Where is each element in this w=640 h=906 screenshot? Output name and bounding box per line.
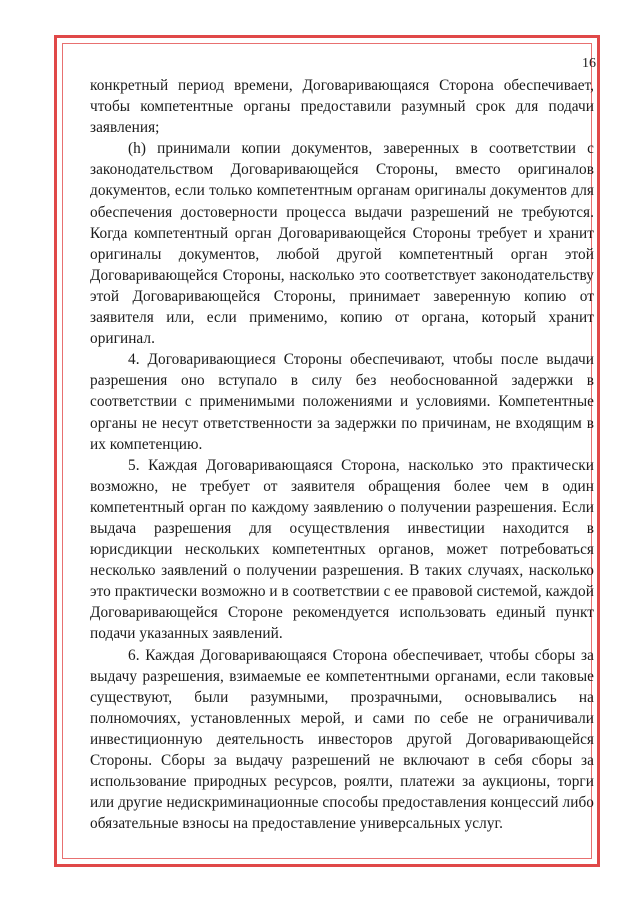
paragraph-clause-5: 5. Каждая Договаривающаяся Сторона, насколько это практически возможно, не требует от заявителя обращения более чем в один компетентный орган по каждому заявлению о получении разрешения. Если выдача разрешения для осуществления инвестиции находится в юрисдикции нескольких компетентных органов, может потребоваться несколько заявлений о получении разрешения. В таких случаях, насколько это практически возможно и в соответствии с ее правовой системой, каждой Договаривающейся Стороне рекомендуется использовать единый пункт подачи указанных заявлений. bbox=[90, 456, 594, 643]
paragraph-clause-6: 6. Каждая Договаривающаяся Сторона обеспечивает, чтобы сборы за выдачу разрешения, взимаемые ее компетентными органами, если таковые существуют, были разумными, прозрачными, основывались на полномочиях, установленных мерой, и сами по себе не ограничивали инвестиционную деятельность инвесторов другой Договаривающейся Стороны. Сборы за выдачу разрешений не включают в себя сборы за использование природных ресурсов, роялти, платежи за аукционы, торги или другие недискриминационные способы предоставления концессий либо обязательные взносы на предоставление универсальных услуг. bbox=[90, 646, 594, 833]
paragraph-item-h: (h) принимали копии документов, заверенных в соответствии с законодательством Договаривающейся Стороны, вместо оригиналов документов, если только компетентным органам оригиналы документов для обеспечения достоверности процесса выдачи разрешений не требуются. Когда компетентный орган Договаривающейся Стороны требует и хранит оригиналы документов, любой другой компетентный орган этой Договаривающейся Стороны, насколько это соответствует законодательству этой Договаривающейся Стороны, принимает заверенную копию от заявителя или, если применимо, копию от органа, который хранит оригинал. bbox=[90, 140, 594, 348]
paragraph-continuation: конкретный период времени, Договаривающаяся Сторона обеспечивает, чтобы компетентные органы предоставили разумный срок для подачи заявления; bbox=[90, 77, 594, 137]
paragraph-clause-4: 4. Договаривающиеся Стороны обеспечивают, чтобы после выдачи разрешения оно вступало в силу без необоснованной задержки в соответствии с применимыми положениями и условиями. Компетентные органы не несут ответственности за задержки по причинам, не входящим в их компетенцию. bbox=[90, 351, 594, 453]
document-body bbox=[90, 75, 594, 834]
page-number: 16 bbox=[582, 56, 596, 71]
